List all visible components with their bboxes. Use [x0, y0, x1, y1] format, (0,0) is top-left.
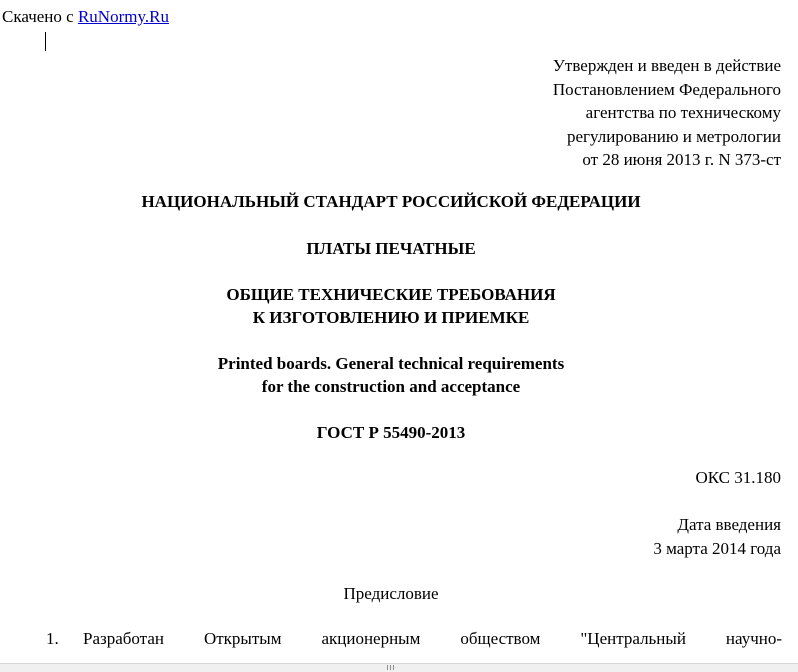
list-item-text: Разработан Открытым акционерным обществом "Центральный научно- [83, 629, 782, 648]
intro-date [653, 513, 781, 560]
approval-line: от 28 июня 2013 г. N 373-ст [582, 150, 781, 169]
intro-date-value: 3 марта 2014 года [653, 538, 781, 558]
source-line [2, 7, 169, 27]
horizontal-scrollbar[interactable] [0, 663, 798, 672]
english-title [0, 352, 782, 398]
source-prefix: Скачено с [2, 7, 78, 26]
english-title-line: Printed boards. General technical requirements [217, 354, 565, 373]
scrollbar-grip[interactable]: III [386, 664, 396, 672]
preface-heading: Предисловие [343, 584, 439, 603]
subtitle-line: ОБЩИЕ ТЕХНИЧЕСКИЕ ТРЕБОВАНИЯ [226, 285, 556, 304]
text-cursor [45, 32, 46, 51]
document-subtitle [0, 283, 782, 329]
oks-code: ОКС 31.180 [695, 468, 781, 487]
standard-heading: НАЦИОНАЛЬНЫЙ СТАНДАРТ РОССИЙСКОЙ ФЕДЕРАЦИИ [141, 192, 641, 211]
approval-line: Постановлением Федерального [552, 79, 781, 99]
list-item-number: 1. [46, 629, 59, 648]
approval-block [553, 54, 781, 172]
subtitle-line: К ИЗГОТОВЛЕНИЮ И ПРИЕМКЕ [252, 308, 530, 327]
approval-line: Утвержден и введен в действие [552, 56, 781, 75]
approval-line: агентства по техническому [585, 103, 781, 122]
document-title: ПЛАТЫ ПЕЧАТНЫЕ [306, 239, 476, 258]
intro-date-label: Дата введения [677, 515, 781, 534]
approval-line: регулированию и метрологии [566, 126, 781, 146]
english-title-line: for the construction and acceptance [261, 377, 521, 396]
gost-number: ГОСТ Р 55490-2013 [316, 423, 466, 442]
source-link[interactable]: RuNormy.Ru [77, 7, 169, 26]
